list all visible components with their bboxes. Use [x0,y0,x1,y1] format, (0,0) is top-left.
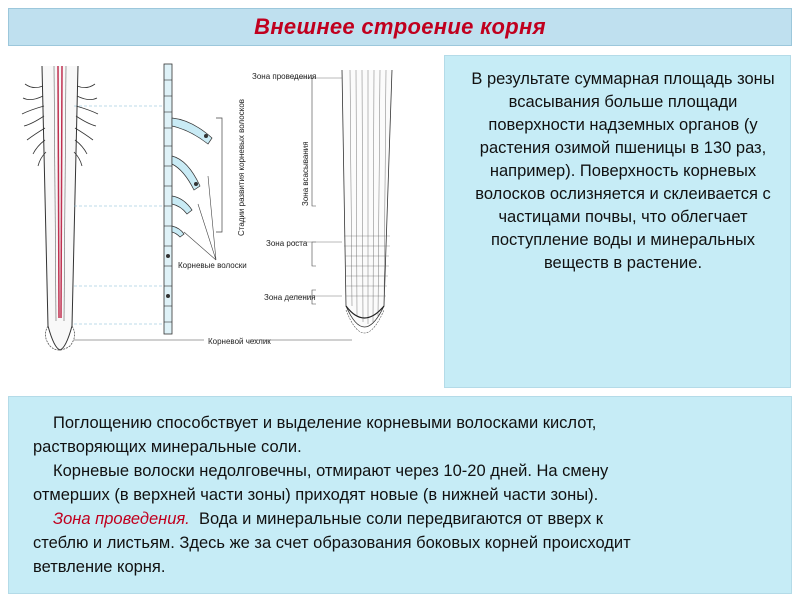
label-zone-growth: Зона роста [266,239,308,248]
bottom-line-3: Корневые волоски недолговечны, отмирают через 10-20 дней. На смену [53,462,609,480]
root-structure-figure [12,56,448,388]
bottom-line-2: растворяющих минеральные соли. [33,438,302,456]
bottom-line-6: стеблю и листьям. Здесь же за счет образования боковых корней происходит [33,534,631,552]
bottom-line-4: отмерших (в верхней части зоны) приходят новые (в нижней части зоны). [33,486,599,504]
bottom-line-7: ветвление корня. [33,558,166,576]
bottom-line-1: Поглощению способствует и выделение корневыми волосками кислот, [53,414,597,432]
label-root-hairs: Корневые волоски [178,261,247,270]
label-stages: Стадии развития корневых волосков [237,98,246,236]
label-zone-conduction: Зона проведения [252,72,317,81]
page-title: Внешнее строение корня [254,14,546,39]
title-bar [8,8,792,46]
zone-conduction-heading: Зона проведения. [53,510,190,528]
bottom-line-5 [53,507,603,531]
root-diagram [12,56,448,388]
right-text-panel [444,55,791,388]
label-root-cap: Корневой чехлик [208,337,271,346]
label-zone-absorption: Зона всасывания [301,141,310,206]
root-longitudinal-section [22,66,98,350]
right-paragraph: В результате суммарная площадь зоны всасывания больше площади поверхности надземных органов (у растения озимой пшеницы в 130 раз, например). Поверхность корневых волосков ослизняется и склеивается с частицами почвы, что облегчает поступление воды и минеральных веществ в растение. [471,70,775,272]
root-hair-development [74,64,222,334]
label-zone-division: Зона деления [264,293,316,302]
bottom-line-5-rest: Вода и минеральные соли передвигаются от вверх к [189,510,604,528]
bottom-text-panel [8,396,792,594]
